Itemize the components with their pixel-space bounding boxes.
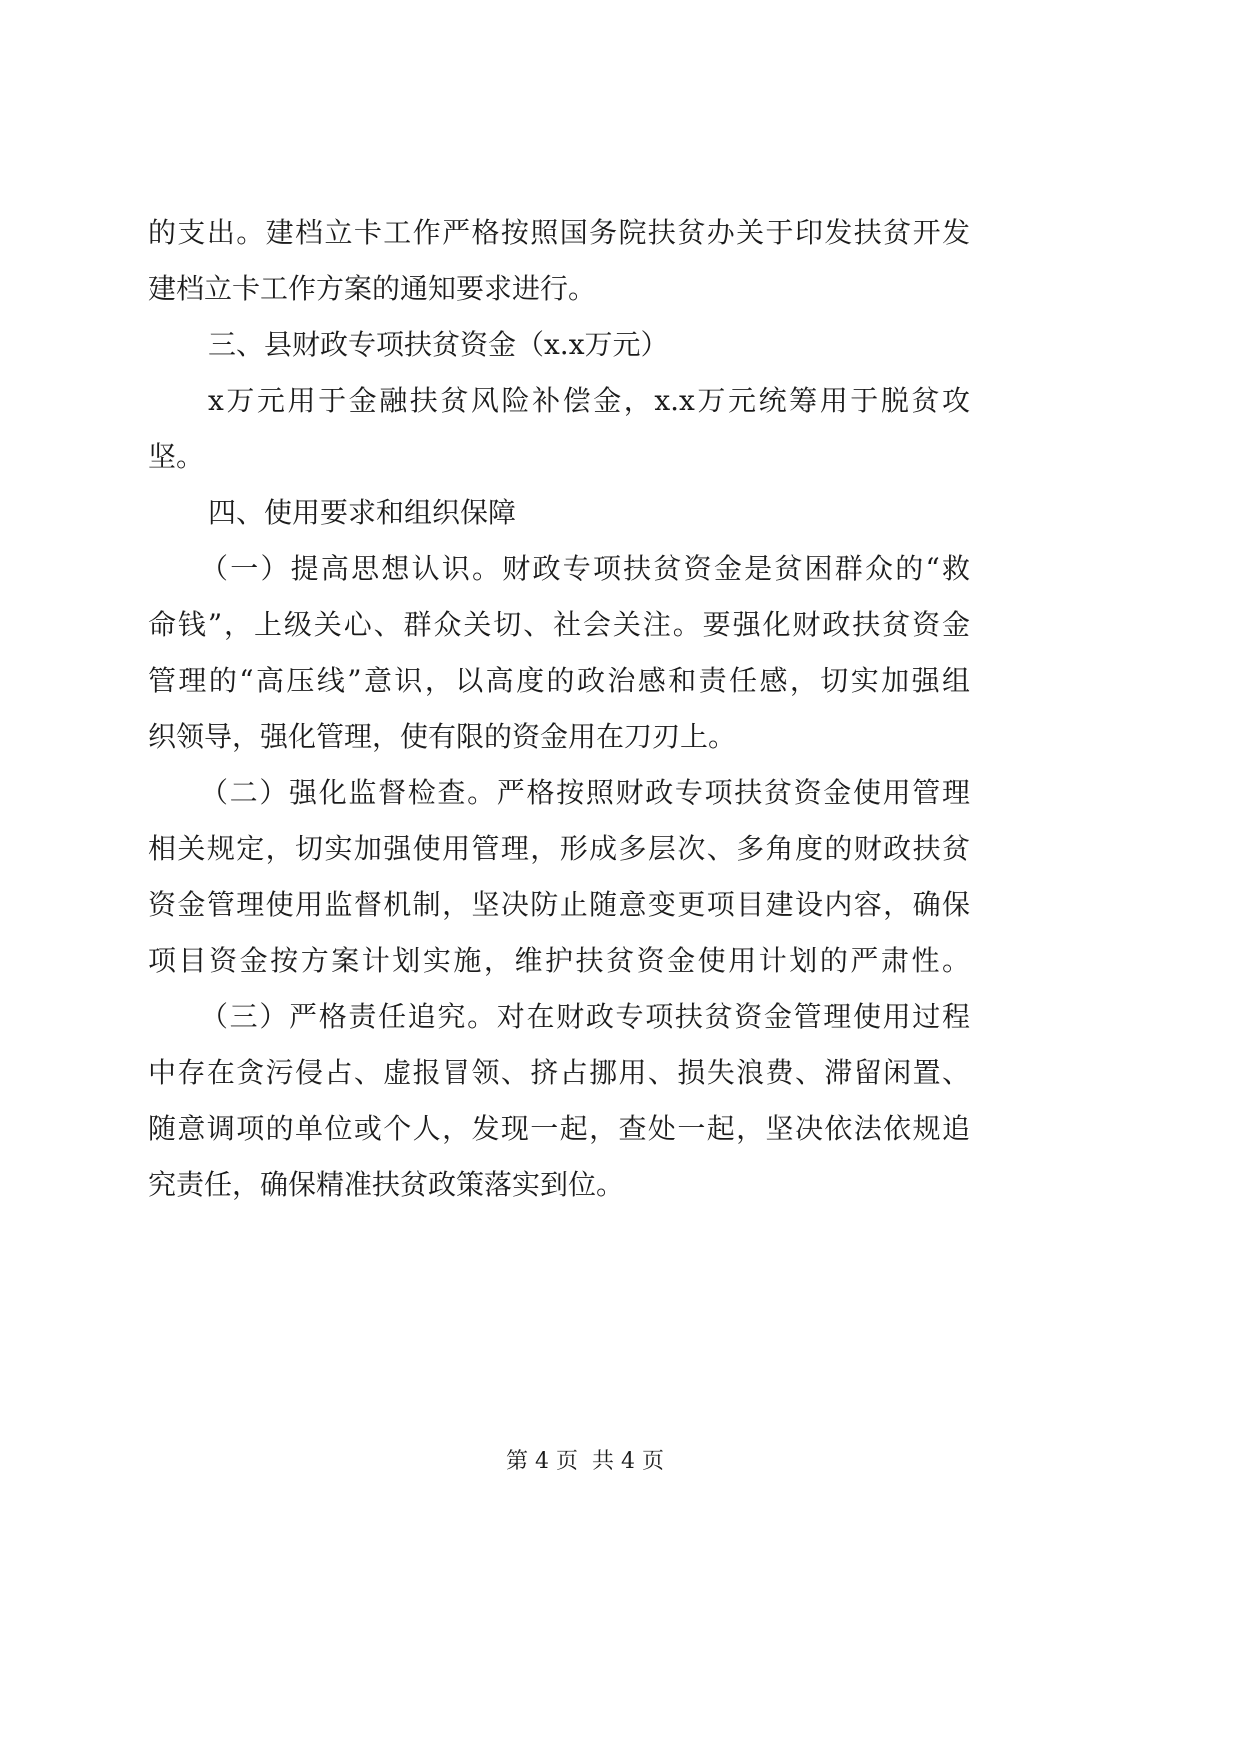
paragraph — [148, 373, 970, 485]
paragraph-line: （一）提高思想认识。财政专项扶贫资金是贫困群众的“救 — [200, 552, 970, 585]
paragraph-line: 项目资金按方案计划实施，维护扶贫资金使用计划的严肃性。 — [148, 944, 970, 977]
paragraph-line: 随意调项的单位或个人，发现一起，查处一起，坚决依法依规追 — [148, 1112, 970, 1145]
paragraph — [148, 541, 970, 765]
paragraph-line: 究责任，确保精准扶贫政策落实到位。 — [148, 1168, 625, 1201]
document-body — [148, 205, 970, 1213]
paragraph-line: 管理的“高压线”意识，以高度的政治感和责任感，切实加强组 — [148, 664, 970, 697]
paragraph — [148, 989, 970, 1213]
paragraph-line: 资金管理使用监督机制，坚决防止随意变更项目建设内容，确保 — [148, 888, 970, 921]
paragraph-line: x万元用于金融扶贫风险补偿金，x.x万元统筹用于脱贫攻 — [208, 384, 970, 417]
paragraph — [148, 205, 970, 317]
paragraph-line: 织领导，强化管理，使有限的资金用在刀刃上。 — [148, 720, 737, 753]
section-heading — [148, 317, 970, 373]
paragraph-line: 建档立卡工作方案的通知要求进行。 — [148, 272, 597, 305]
paragraph-line: 命钱”，上级关心、群众关切、社会关注。要强化财政扶贫资金 — [148, 608, 970, 641]
paragraph-line: 坚。 — [148, 440, 205, 473]
page-footer: 第 4 页 共 4 页 — [506, 1449, 664, 1474]
paragraph-line: （三）严格责任追究。对在财政专项扶贫资金管理使用过程 — [200, 1000, 970, 1033]
section-heading-line: 三、县财政专项扶贫资金（x.x万元） — [208, 328, 669, 361]
section-heading-line: 四、使用要求和组织保障 — [208, 496, 517, 529]
paragraph-line: （二）强化监督检查。严格按照财政专项扶贫资金使用管理 — [200, 776, 970, 809]
paragraph-line: 中存在贪污侵占、虚报冒领、挤占挪用、损失浪费、滞留闲置、 — [148, 1056, 970, 1089]
paragraph-line: 的支出。建档立卡工作严格按照国务院扶贫办关于印发扶贫开发 — [148, 216, 970, 249]
section-heading — [148, 485, 970, 541]
paragraph — [148, 765, 970, 989]
paragraph-line: 相关规定，切实加强使用管理，形成多层次、多角度的财政扶贫 — [148, 832, 970, 865]
